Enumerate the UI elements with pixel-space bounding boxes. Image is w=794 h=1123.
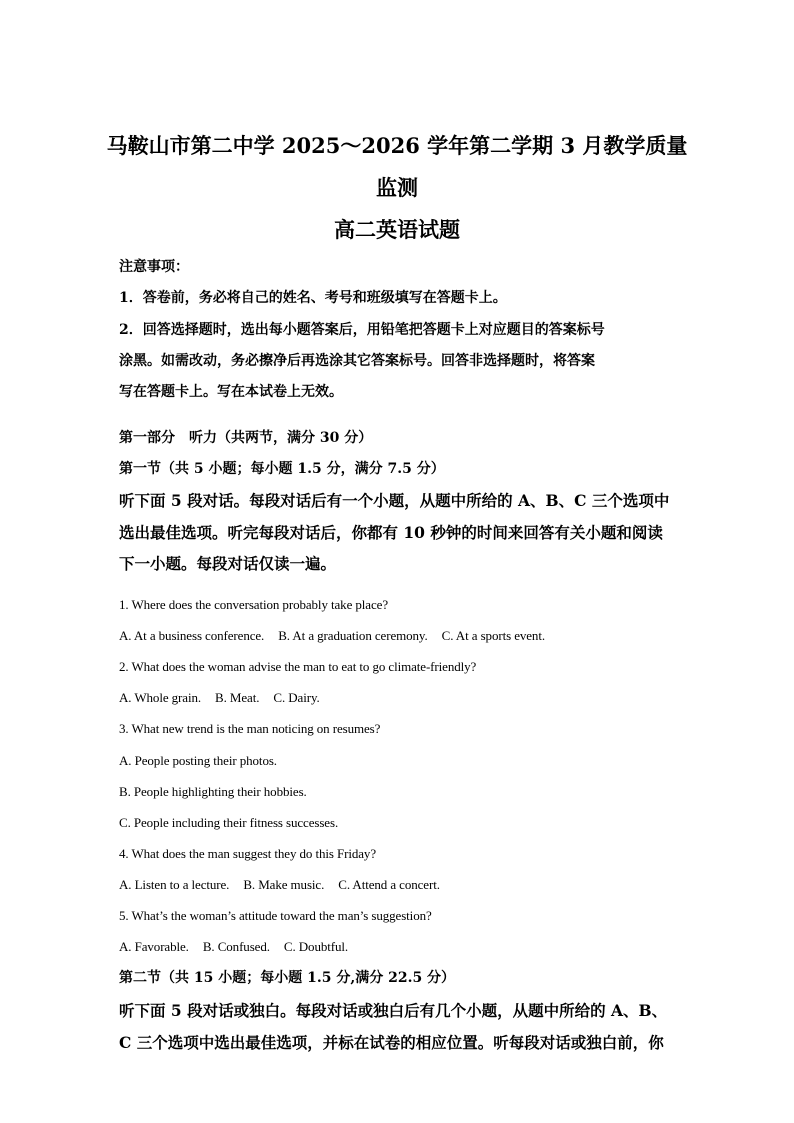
question-1-option-b: B. At a graduation ceremony. [278, 628, 428, 643]
notes-heading: 注意事项： [119, 259, 189, 275]
question-4-options [119, 876, 454, 894]
question-4-option-c: C. Attend a concert. [338, 877, 440, 892]
part1-heading: 第一部分 听力（共两节，满分 30 分） [119, 430, 373, 446]
question-3-option-a: A. People posting their photos. [119, 753, 277, 768]
question-5-option-c: C. Doubtful. [283, 939, 349, 954]
question-2-option-b: B. Meat. [215, 690, 260, 705]
note-item-2: 2．回答选择题时，选出每小题答案后，用铅笔把答题卡上对应题目的答案标号 [119, 322, 605, 338]
question-4-stem: 4. What does the man suggest they do this Friday? [119, 846, 376, 861]
question-5-stem: 5. What’s the woman’s attitude toward the man’s suggestion? [119, 908, 432, 923]
section2-instructions-1: 听下面 5 段对话或独白。每段对话或独白后有几个小题，从题中所给的 A、B、 [119, 1001, 668, 1020]
exam-subtitle: 高二英语试题 [334, 217, 460, 242]
question-5-option-a: A. Favorable. [119, 939, 189, 954]
note-item-2-cont2: 写在答题卡上。写在本试卷上无效。 [119, 384, 343, 400]
section1-heading: 第一节（共 5 小题；每小题 1.5 分，满分 7.5 分） [119, 461, 445, 477]
question-1-option-c: C. At a sports event. [441, 628, 545, 643]
section1-instructions-1: 听下面 5 段对话。每段对话后有一个小题，从题中所给的 A、B、C 三个选项中 [119, 491, 670, 510]
note-item-1: 1．答卷前，务必将自己的姓名、考号和班级填写在答题卡上。 [119, 290, 507, 306]
question-4-option-a: A. Listen to a lecture. [119, 877, 230, 892]
section2-instructions-2: C 三个选项中选出最佳选项，并标在试卷的相应位置。听每段对话或独白前，你 [119, 1033, 664, 1052]
question-5-option-b: B. Confused. [202, 939, 270, 954]
question-1-option-a: A. At a business conference. [119, 628, 265, 643]
section2-heading: 第二节（共 15 小题；每小题 1.5 分,满分 22.5 分） [119, 970, 456, 986]
exam-title-line1: 马鞍山市第二中学 2025～2026 学年第二学期 3 月教学质量 [106, 133, 688, 158]
section1-instructions-3: 下一小题。每段对话仅读一遍。 [119, 554, 337, 573]
note-item-2-cont: 涂黑。如需改动，务必擦净后再选涂其它答案标号。回答非选择题时，将答案 [119, 353, 595, 369]
question-5-options [119, 938, 362, 956]
question-1-options [119, 627, 559, 645]
section1-instructions-2: 选出最佳选项。听完每段对话后，你都有 10 秒钟的时间来回答有关小题和阅读 [119, 523, 663, 542]
question-2-options [119, 689, 334, 707]
question-3-option-c: C. People including their fitness successes. [119, 815, 339, 830]
question-4-option-b: B. Make music. [243, 877, 325, 892]
question-2-stem: 2. What does the woman advise the man to eat to go climate-friendly? [119, 659, 477, 674]
exam-title-line2: 监测 [376, 175, 418, 200]
question-1-stem: 1. Where does the conversation probably take place? [119, 597, 388, 612]
question-3-option-b: B. People highlighting their hobbies. [119, 784, 307, 799]
question-3-stem: 3. What new trend is the man noticing on resumes? [119, 721, 381, 736]
question-2-option-c: C. Dairy. [273, 690, 320, 705]
question-2-option-a: A. Whole grain. [119, 690, 202, 705]
